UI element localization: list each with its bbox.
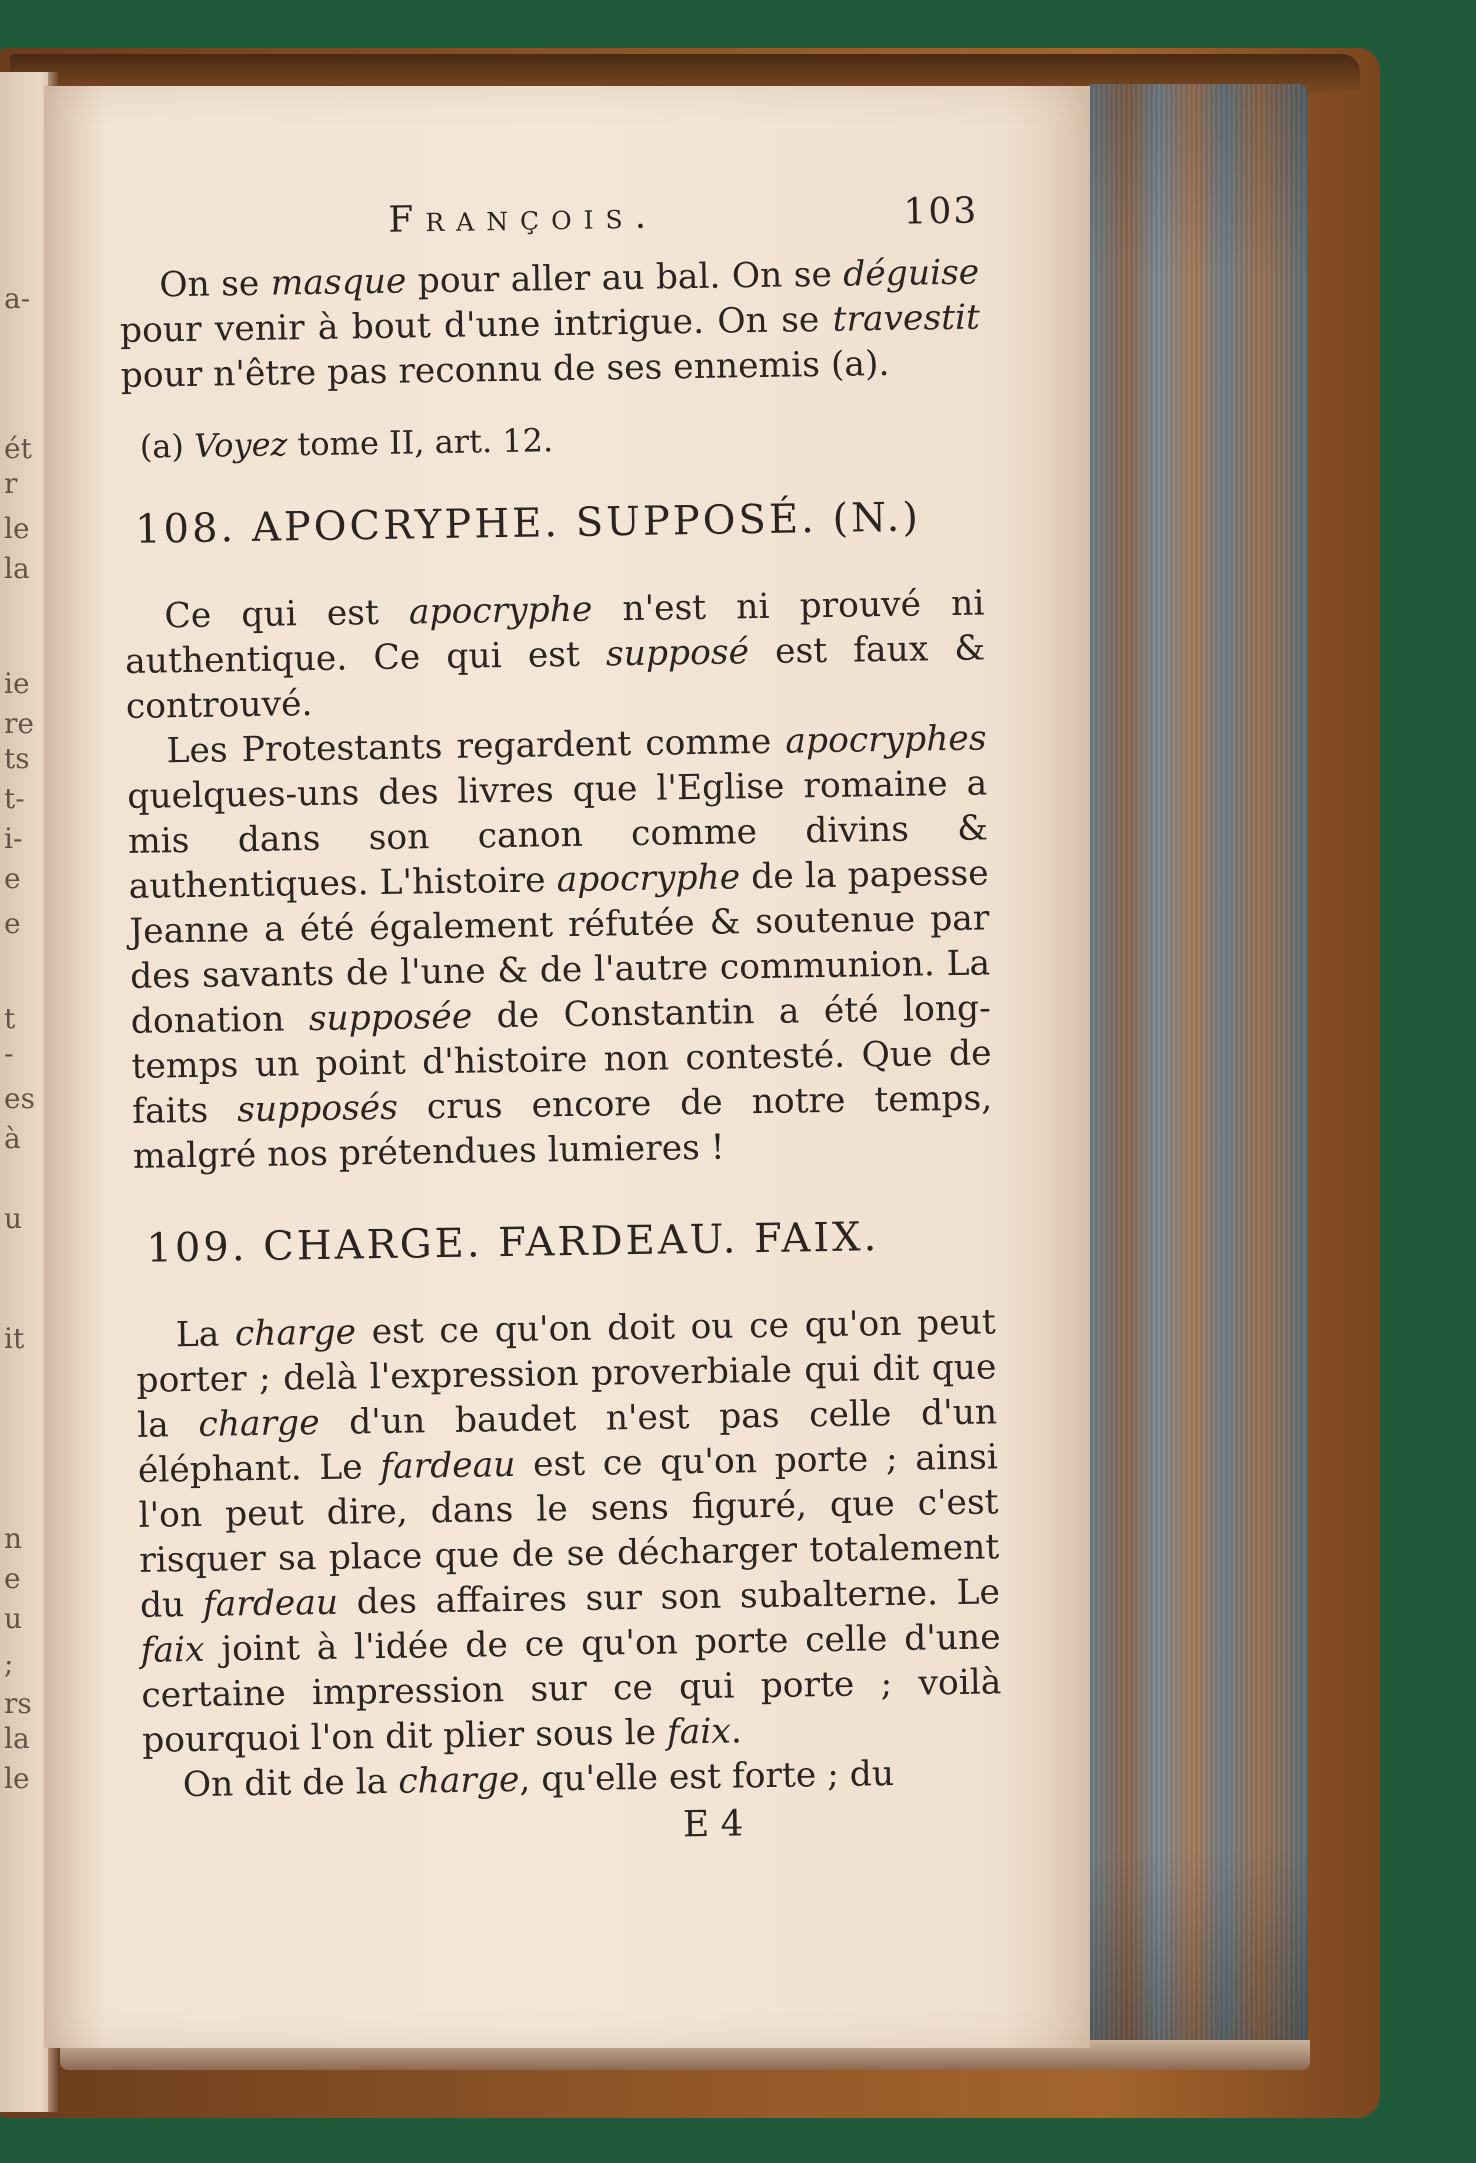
facing-page-fragment: rs bbox=[4, 1687, 32, 1720]
facing-page-fragment: ts bbox=[4, 742, 30, 775]
facing-page-fragment: t bbox=[4, 1002, 16, 1035]
facing-page-fragment: la bbox=[4, 552, 30, 585]
facing-page-fragment: u bbox=[4, 1602, 23, 1635]
facing-page-fragment: a- bbox=[4, 282, 31, 315]
facing-page-fragment: es bbox=[4, 1082, 35, 1115]
facing-page-fragment: ét bbox=[4, 432, 32, 465]
running-title: François. bbox=[387, 195, 659, 241]
facing-page-fragment: e bbox=[4, 907, 21, 940]
page-stack-fore-edge bbox=[1088, 84, 1308, 2044]
page-text bbox=[118, 190, 1004, 1853]
section-109-paragraph-2: On dit de la charge, qu'elle est forte ; du bbox=[182, 1754, 895, 1806]
facing-page-fragment: re bbox=[4, 707, 34, 740]
facing-page-fragment: la bbox=[4, 1722, 30, 1755]
facing-page-fragment: it bbox=[4, 1322, 25, 1355]
footnote: (a) Voyez tome II, art. 12. bbox=[139, 421, 554, 466]
facing-page-fragment: r bbox=[4, 467, 18, 500]
facing-page-fragment: à bbox=[4, 1122, 21, 1155]
facing-page-fragment: ; bbox=[4, 1647, 14, 1680]
facing-page-fragment: e bbox=[4, 862, 21, 895]
facing-page-fragment: ie bbox=[4, 667, 30, 700]
facing-page-fragment: t- bbox=[4, 782, 25, 815]
facing-page-fragment: - bbox=[4, 1037, 14, 1070]
facing-page-fragment: le bbox=[4, 1762, 30, 1795]
facing-page-fragment: le bbox=[4, 512, 30, 545]
facing-page-fragment: i- bbox=[4, 822, 23, 855]
section-109-heading: 109. CHARGE. FARDEAU. FAIX. bbox=[146, 1214, 880, 1272]
intro-paragraph: On se masque pour aller au bal. On se déguise pour venir à bout d'une intrigue. On se travestit pour n'être pas reconnu de ses ennemis (a). bbox=[119, 252, 981, 396]
section-108-paragraph-2: Les Protestants regardent comme apocryphes quelques-uns des livres que l'Eglise romaine a mis dans son canon comme divins & authentiques. L'histoire apocryphe de la papesse Jeanne a été également réfutée & soutenue par des savants de l'une & de l'autre communion. La donation supposée de Constantin a été long-temps un point d'histoire non contesté. Que de faits supposés crus encore de notre temps, malgré nos prétendues lumieres ! bbox=[127, 718, 993, 1177]
facing-page-fragment: n bbox=[4, 1522, 23, 1555]
book-page bbox=[44, 86, 1090, 2048]
section-109-paragraph-1: La charge est ce qu'on doit ou ce qu'on peut porter ; delà l'expression proverbiale qui dit que la charge d'un baudet n'est pas celle d'un éléphant. Le fardeau est ce qu'on porte ; ainsi l'on peut dire, dans le sens figuré, que c'est risquer sa place que de se décharger totalement du fardeau des affaires sur son subalterne. Le faix joint à l'idée de ce qu'on porte celle d'une certaine impression sur ce qui porte ; voilà pourquoi l'on dit plier sous le faix. bbox=[136, 1302, 1002, 1761]
facing-page-fragment: u bbox=[4, 1202, 23, 1235]
page-number: 103 bbox=[903, 190, 979, 233]
section-108-heading: 108. APOCRYPHE. SUPPOSÉ. (N.) bbox=[134, 494, 922, 553]
section-108-paragraph-1: Ce qui est apocryphe n'est ni prouvé ni authentique. Ce qui est supposé est faux & controuvé. bbox=[124, 583, 986, 727]
signature-mark: E 4 bbox=[682, 1803, 744, 1846]
facing-page-fragment: e bbox=[4, 1562, 21, 1595]
